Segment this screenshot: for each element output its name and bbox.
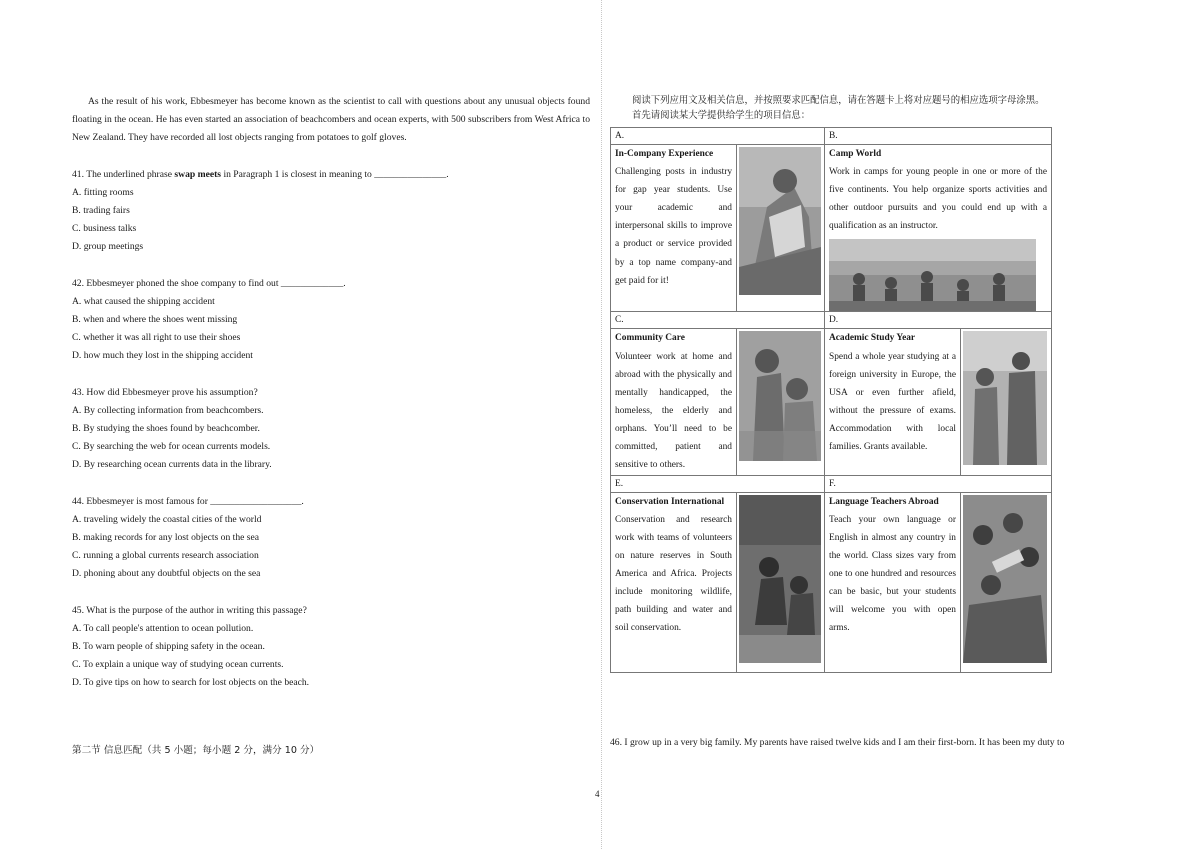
option-d: D. phoning about any doubtful objects on the sea xyxy=(72,568,261,580)
photo-community-care xyxy=(739,331,821,461)
option-a: A. By collecting information from beachcombers. xyxy=(72,404,264,416)
item-a-text xyxy=(611,145,737,312)
item-title: Conservation International xyxy=(615,496,725,507)
item-label-c: C. xyxy=(611,312,825,329)
question-42 xyxy=(72,275,590,366)
question-44 xyxy=(72,493,590,584)
photo-conservation xyxy=(739,495,821,663)
option-a: A. traveling widely the coastal cities of the world xyxy=(72,513,262,525)
item-f-photo-cell xyxy=(961,492,1052,672)
item-d-photo-cell xyxy=(961,329,1052,475)
item-label-a: A. xyxy=(611,128,825,145)
item-title: Community Care xyxy=(615,333,685,344)
passage-paragraph: As the result of his work, Ebbesmeyer has become known as the scientist to call with questions about any unusual objects found floating in the ocean. He has even started an association of beachcombers and ocean experts, with 500 subscribers from West Africa to New Zealand. They have recorded all lost objects ranging from potatoes to golf gloves. xyxy=(72,96,590,144)
question-stem: 43. How did Ebbesmeyer prove his assumption? xyxy=(72,386,258,398)
item-title: Language Teachers Abroad xyxy=(829,496,939,507)
option-d: D. To give tips on how to search for lost objects on the beach. xyxy=(72,677,310,689)
item-label-b: B. xyxy=(825,128,1052,145)
item-description: Work in camps for young people in one or more of the five continents. You help organize sports activities and other outdoor pursuits and you could end up with a qualification as an instructor. xyxy=(829,167,1048,232)
question-41 xyxy=(72,166,590,257)
item-title: Academic Study Year xyxy=(829,333,916,344)
option-c: C. By searching the web for ocean currents models. xyxy=(72,441,271,453)
item-b-cell xyxy=(825,145,1052,312)
bold-phrase: swap meets xyxy=(174,168,222,180)
item-description: Conservation and research work with teams of volunteers on nature reserves in South America and Africa. Projects include monitoring wildlife, path building and water and soil conservation. xyxy=(615,514,732,634)
instruction-line: 首先请阅读某大学提供给学生的项目信息： xyxy=(632,110,811,121)
item-label-f: F. xyxy=(825,475,1052,492)
option-a: A. what caused the shipping accident xyxy=(72,295,215,307)
question-43 xyxy=(72,384,590,475)
item-a-photo-cell xyxy=(737,145,825,312)
option-b: B. trading fairs xyxy=(72,205,130,217)
question-46: 46. I grow up in a very big family. My parents have raised twelve kids and I am their first-born. It has been my duty to xyxy=(610,737,1065,748)
section-heading: 第二节 信息匹配（共 5 小题；每小题 2 分，满分 10 分） xyxy=(72,745,320,756)
matching-instructions xyxy=(632,93,1152,123)
item-label-e: E. xyxy=(611,475,825,492)
option-c: C. business talks xyxy=(72,223,137,235)
item-e-text xyxy=(611,492,737,672)
question-stem: 41. The underlined phrase swap meets in Paragraph 1 is closest in meaning to _______________. xyxy=(72,168,449,180)
instruction-line: 阅读下列应用文及相关信息，并按照要求匹配信息，请在答题卡上将对应题号的相应选项字母涂黑。 xyxy=(632,95,1045,106)
item-title: In-Company Experience xyxy=(615,149,714,159)
option-c: C. running a global currents research association xyxy=(72,550,259,562)
option-c: C. whether it was all right to use their shoes xyxy=(72,332,241,344)
option-a: A. fitting rooms xyxy=(72,186,134,198)
option-d: D. By researching ocean currents data in the library. xyxy=(72,459,272,471)
photo-language-class xyxy=(963,495,1047,663)
item-f-text xyxy=(825,492,961,672)
option-b: B. making records for any lost objects on the sea xyxy=(72,532,260,544)
option-b: B. By studying the shoes found by beachcomber. xyxy=(72,423,260,435)
item-description: Spend a whole year studying at a foreign university in Europe, the USA or even further afield, without the pressure of exams. Accommodation with local families. Grants available. xyxy=(829,351,956,453)
option-d: D. how much they lost in the shipping accident xyxy=(72,350,253,362)
option-a: A. To call people's attention to ocean pollution. xyxy=(72,622,254,634)
item-d-text xyxy=(825,329,961,475)
project-table xyxy=(610,127,1052,673)
option-d: D. group meetings xyxy=(72,241,144,253)
item-c-text xyxy=(611,329,737,475)
left-column xyxy=(72,93,590,693)
page-number: 4 xyxy=(595,789,600,799)
question-stem: 42. Ebbesmeyer phoned the shoe company to find out _____________. xyxy=(72,277,346,289)
option-c: C. To explain a unique way of studying ocean currents. xyxy=(72,659,284,671)
item-description: Volunteer work at home and abroad with the physically and mentally handicapped, the homeless, the elderly and orphans. You’ll need to be committed, patient and sensitive to others. xyxy=(615,351,732,471)
photo-camp-group xyxy=(829,239,1036,311)
option-b: B. when and where the shoes went missing xyxy=(72,314,238,326)
photo-students xyxy=(963,331,1047,465)
question-stem: 45. What is the purpose of the author in writing this passage? xyxy=(72,604,307,616)
question-45 xyxy=(72,602,590,693)
item-description: Teach your own language or English in almost any country in the world. Class sizes vary from one to one hundred and resources can be basic, but your students will welcome you with open arms. xyxy=(829,514,956,634)
photo-office-worker xyxy=(739,147,821,295)
option-b: B. To warn people of shipping safety in the ocean. xyxy=(72,641,265,653)
page-fold-line xyxy=(601,0,602,849)
question-stem: 44. Ebbesmeyer is most famous for ___________________. xyxy=(72,495,304,507)
item-c-photo-cell xyxy=(737,329,825,475)
item-description: Challenging posts in industry for gap year students. Use your academic and interpersonal skills to improve a product or service provided by a top name company-and get paid for it! xyxy=(615,167,732,286)
item-label-d: D. xyxy=(825,312,1052,329)
item-e-photo-cell xyxy=(737,492,825,672)
item-title: Camp World xyxy=(829,149,882,159)
